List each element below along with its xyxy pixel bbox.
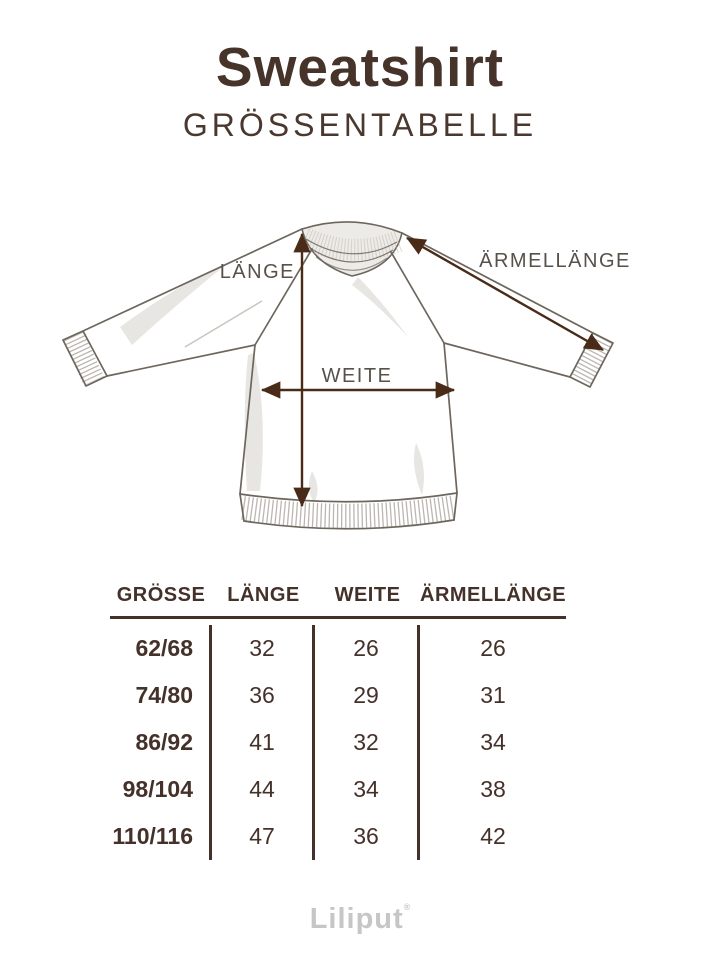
page-header (0, 36, 720, 144)
table-row (110, 813, 566, 860)
sweatshirt-diagram (50, 205, 670, 540)
cell-laenge: 36 (212, 672, 315, 719)
cell-weite: 29 (315, 672, 420, 719)
cell-groesse: 62/68 (110, 625, 212, 672)
cell-weite: 32 (315, 719, 420, 766)
col-header-weite: WEITE (334, 584, 401, 606)
cell-weite: 26 (315, 625, 420, 672)
cell-groesse: 110/116 (110, 813, 212, 860)
registered-trademark-symbol: ® (403, 902, 411, 912)
col-header-groesse: GRÖSSE (116, 584, 206, 606)
rib-texture (73, 336, 603, 516)
table-row (110, 719, 566, 766)
cell-groesse: 74/80 (110, 672, 212, 719)
cell-laenge: 41 (212, 719, 315, 766)
cell-aermellaenge: 26 (480, 635, 506, 661)
cell-laenge: 32 (212, 625, 315, 672)
size-table-body (110, 625, 566, 860)
brand-wordmark: Liliput (309, 903, 404, 935)
col-header-laenge: LÄNGE (227, 584, 300, 606)
size-table (110, 580, 566, 860)
aermellaenge-label: ÄRMELLÄNGE (479, 250, 631, 272)
weite-label: WEITE (321, 365, 393, 387)
cell-aermellaenge: 31 (480, 682, 506, 708)
measure-arrows (262, 234, 603, 506)
collar (302, 222, 402, 276)
size-table-header (110, 580, 566, 610)
sweatshirt-drawing (50, 205, 670, 540)
cell-groesse: 98/104 (110, 766, 212, 813)
sleeve-fold-line (185, 301, 262, 347)
page-subtitle: GRÖSSENTABELLE (182, 107, 538, 143)
col-header-aermellaenge: ÄRMELLÄNGE (420, 584, 567, 606)
table-header-rule (110, 616, 566, 619)
brand-logo (0, 902, 720, 936)
table-row (110, 625, 566, 672)
laenge-label: LÄNGE (219, 261, 295, 283)
cell-laenge: 47 (212, 813, 315, 860)
table-row (110, 766, 566, 813)
cell-laenge: 44 (212, 766, 315, 813)
page-title: Sweatshirt (215, 36, 505, 98)
cell-weite: 36 (315, 813, 420, 860)
cell-weite: 34 (315, 766, 420, 813)
cell-aermellaenge: 42 (480, 823, 506, 849)
table-row (110, 672, 566, 719)
cell-aermellaenge: 38 (480, 776, 506, 802)
cell-groesse: 86/92 (110, 719, 212, 766)
cell-aermellaenge: 34 (480, 729, 506, 755)
